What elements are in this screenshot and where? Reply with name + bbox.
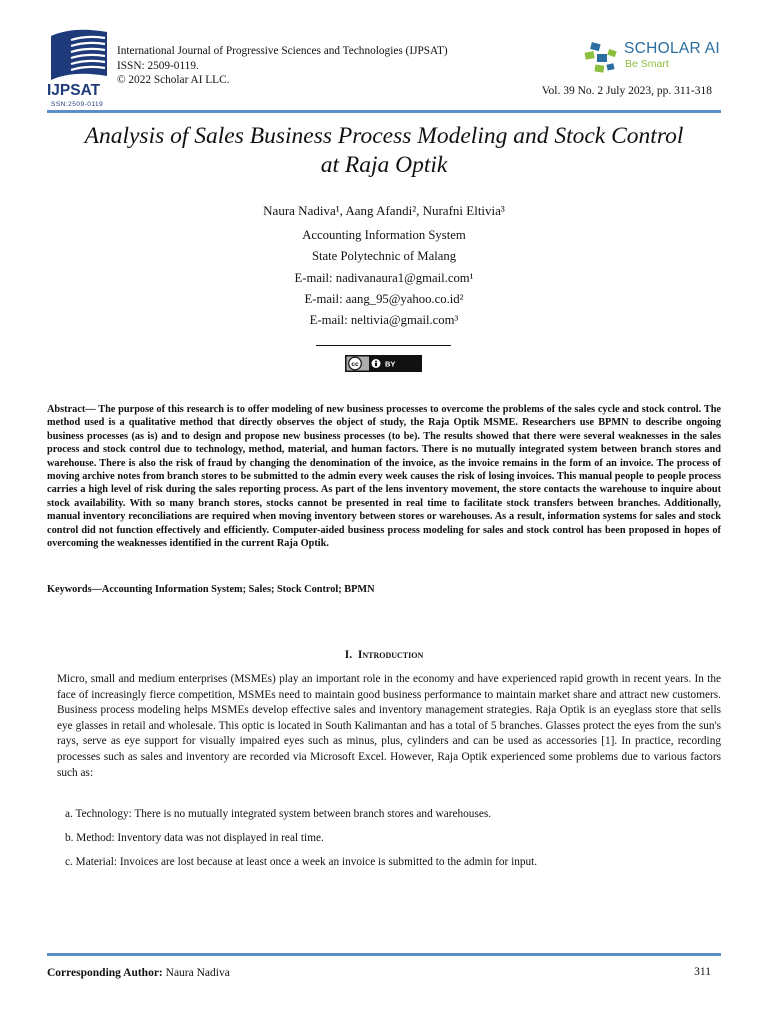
corresponding-author-label: Corresponding Author: xyxy=(47,967,163,979)
header-divider xyxy=(47,110,721,113)
footer-divider xyxy=(47,953,721,956)
affiliation-department: Accounting Information System xyxy=(302,228,466,242)
title-divider xyxy=(316,345,451,346)
scholar-mark-icon xyxy=(581,38,623,78)
copyright: © 2022 Scholar AI LLC. xyxy=(117,74,230,86)
intro-paragraph: Micro, small and medium enterprises (MSMEs) play an important role in the economy and have experienced rapid growth in recent years. In the face of increasingly fierce competition, MSMEs need to maintain good business performance to maintain market share and attract new customers. Business process modeling helps MSMEs develop effective sales and inventory management strategies. Raja Optik is an eyeglass store that sells eye glasses in retail and wholesale. This optic is located in South Kalimantan and has a total of 5 branches. Glasses protect the eyes from the sun's rays, serve as eye support for visually impaired eyes such as minus, plus, cylinders and can be used as accessories [1]. In practice, recording processes such as sales and inventory are recorded via Microsoft Excel. However, Raja Optik experienced some problems due to various factors such as: xyxy=(57,673,721,779)
list-item-method: b. Method: Inventory data was not displayed in real time. xyxy=(65,832,324,844)
book-icon xyxy=(47,26,117,108)
logo-issn: SSN:2509-0119 xyxy=(51,101,104,108)
abstract: Abstract— The purpose of this research is to offer modeling of new business processes to overcome the problems of the sales cycle and stock control. The method used is a qualitative method that directly observes the object of study, the Raja Optik MSME. Researchers use BPMN to describe ongoing business processes (as is) and to design and propose new business processes (to be). The results showed that there were several weaknesses in the sales process and stock control due to technology, method, material, and human factors. There is no mutually integrated system between branch stores and warehouse. There is also the risk of fraud by changing the denomination of the invoice, as the invoice remains in the form of an invoice. The process of moving archive notes from branch stores to be submitted to the admin every week causes the risk of losing invoices. This manual people to people process carries a high level of risk during the sales reporting process. As part of the lens inventory movement, the store contacts the warehouse to inquire about stock availability. With so many branch stores, stocks cannot be presented in real time to facilitate stock transfers between branches. Additionally, manual inventory reconciliations are required when moving inventory between stores or warehouses. As a result, information systems for sales and stock control did not function effectively and efficiently. Computer-aided business process modeling for sales and stock control has been proposed in hopes of overcoming the weaknesses identified in the current Raja Optik. xyxy=(47,404,721,550)
publisher-tagline: Be Smart xyxy=(625,58,669,70)
ijpsat-logo xyxy=(47,26,117,108)
cc-by-license-badge[interactable] xyxy=(345,355,422,372)
section-title: Introduction xyxy=(357,649,424,661)
section-heading xyxy=(0,649,768,661)
author-email-3[interactable]: E-mail: neltivia@gmail.com³ xyxy=(309,313,459,327)
page-number: 311 xyxy=(694,966,711,978)
logo-text: IJPSAT xyxy=(47,82,101,99)
cc-label: cc xyxy=(351,361,359,368)
list-item-technology: a. Technology: There is no mutually integrated system between branch stores and warehouses. xyxy=(65,808,492,820)
publisher-name: SCHOLAR AI xyxy=(624,40,721,57)
list-item-material: c. Material: Invoices are lost because at least once a week an invoice is submitted to the admin for input. xyxy=(65,856,538,868)
author-email-1[interactable]: E-mail: nadivanaura1@gmail.com¹ xyxy=(294,271,474,285)
author-email-2[interactable]: E-mail: aang_95@yahoo.co.id² xyxy=(304,292,464,306)
authors: Naura Nadiva¹, Aang Afandi², Nurafni Eltivia³ xyxy=(263,203,505,218)
section-number: I. xyxy=(344,649,353,661)
cc-by-icon xyxy=(345,355,422,372)
journal-issn: ISSN: 2509-0119. xyxy=(117,59,199,72)
keywords: Keywords—Accounting Information System; Sales; Stock Control; BPMN xyxy=(47,584,375,595)
journal-info xyxy=(117,44,448,88)
title-line-2: at Raja Optik xyxy=(320,152,448,178)
by-label: BY xyxy=(385,359,396,369)
paper-title xyxy=(40,122,728,180)
volume-info: Vol. 39 No. 2 July 2023, pp. 311-318 xyxy=(541,85,712,97)
corresponding-author-name: Naura Nadiva xyxy=(165,967,230,979)
corresponding-author xyxy=(47,967,230,979)
affiliation-institution: State Polytechnic of Malang xyxy=(311,249,457,263)
title-line-1: Analysis of Sales Business Process Modeling and Stock Control xyxy=(84,123,684,149)
journal-name: International Journal of Progressive Sciences and Technologies (IJPSAT) xyxy=(117,45,448,57)
